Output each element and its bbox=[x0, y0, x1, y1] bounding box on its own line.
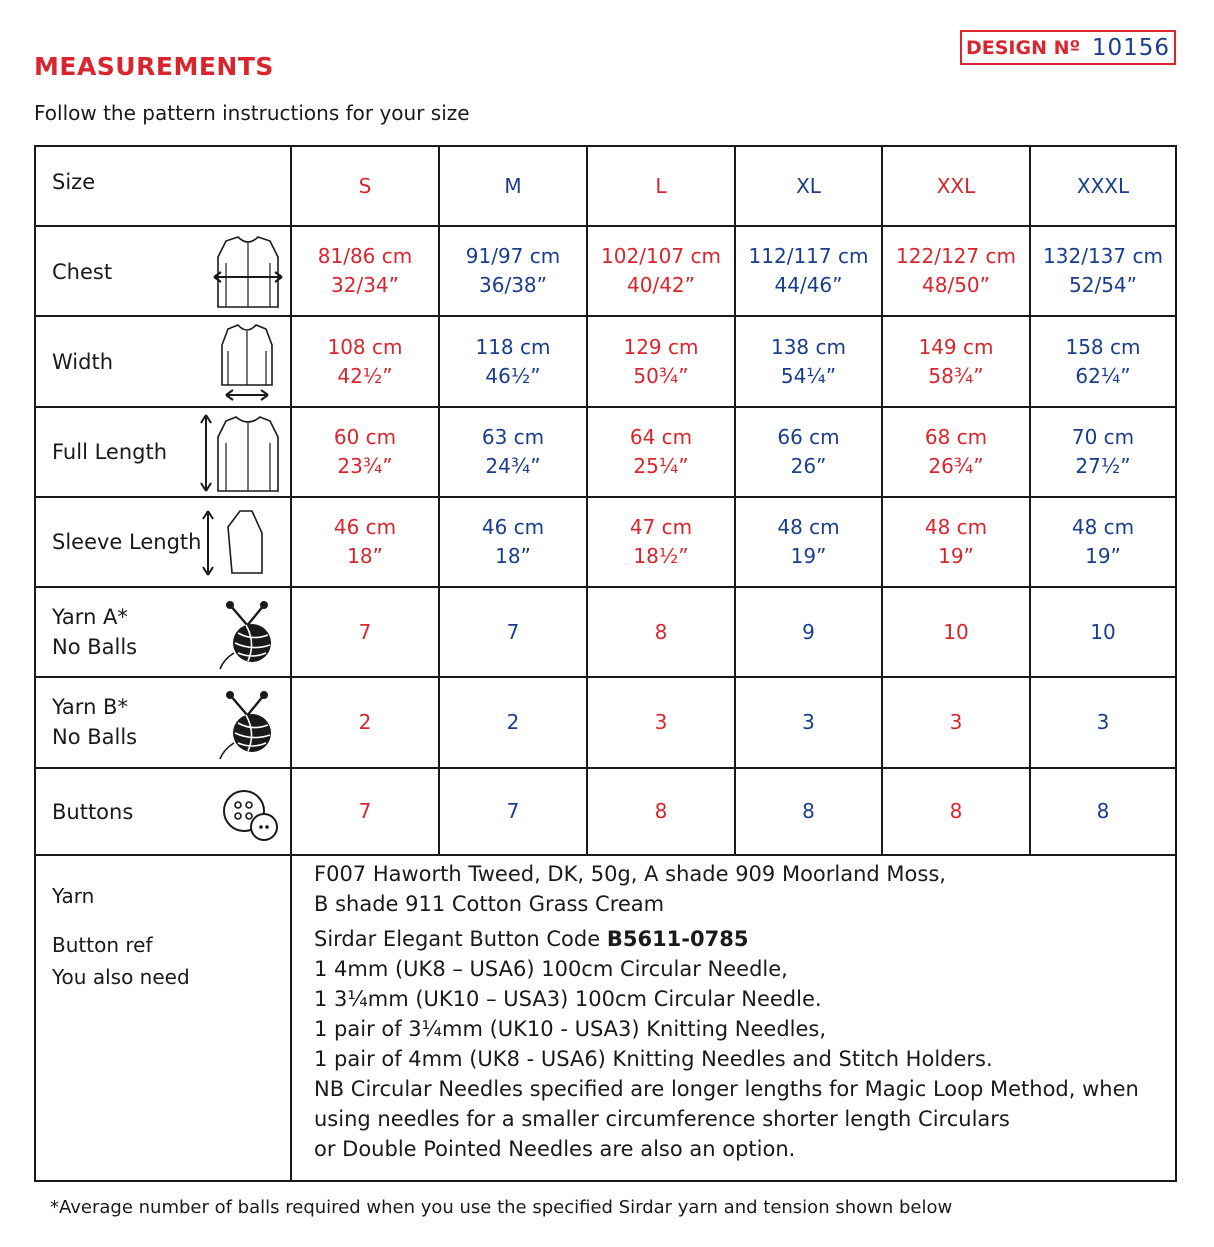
size-xxl: XXL bbox=[936, 173, 976, 198]
yarn-a-l: 8 bbox=[654, 619, 668, 644]
row-label-yarn-b: Yarn B* No Balls bbox=[52, 695, 138, 749]
yarn-a-xxxl: 10 bbox=[1090, 619, 1116, 644]
row-label-buttons: Buttons bbox=[52, 800, 134, 824]
buttons-xxl: 8 bbox=[949, 799, 963, 823]
chest-l: 102/107 cm 40/42” bbox=[601, 244, 721, 297]
length-s: 60 cm 23¾” bbox=[333, 425, 397, 478]
yarn-line-2: B shade 911 Cotton Grass Cream bbox=[314, 892, 665, 916]
buttons-icon bbox=[220, 787, 280, 845]
row-label-sleeve-length: Sleeve Length bbox=[52, 530, 202, 554]
footnote: *Average number of balls required when you use the specified Sirdar yarn and tension shown below bbox=[50, 1197, 953, 1218]
sleeve-m: 46 cm 18” bbox=[481, 515, 545, 568]
need-line-7: or Double Pointed Needles are also an option. bbox=[314, 1137, 796, 1161]
also-need-label: You also need bbox=[52, 965, 190, 989]
yarn-a-m: 7 bbox=[506, 619, 520, 644]
row-label-yarn-a: Yarn A* No Balls bbox=[52, 605, 138, 659]
sleeve-xl: 48 cm 19” bbox=[777, 515, 840, 568]
row-label-full-length: Full Length bbox=[52, 440, 168, 464]
sleeve-xxxl: 48 cm 19” bbox=[1071, 515, 1135, 568]
need-line-5: NB Circular Needles specified are longer lengths for Magic Loop Method, when bbox=[314, 1077, 1139, 1101]
page-title: MEASUREMENTS bbox=[34, 52, 274, 81]
cardigan-chest-icon bbox=[212, 233, 284, 311]
need-line-3: 1 pair of 3¼mm (UK10 - USA3) Knitting Needles, bbox=[314, 1017, 827, 1041]
buttons-l: 8 bbox=[654, 799, 668, 823]
need-line-2: 1 3¼mm (UK10 – USA3) 100cm Circular Needle. bbox=[314, 987, 822, 1011]
length-m: 63 cm 24¾” bbox=[481, 425, 545, 478]
yarn-b-l: 3 bbox=[654, 710, 668, 734]
need-line-6: using needles for a smaller circumference shorter length Circulars bbox=[314, 1107, 1010, 1131]
length-l: 64 cm 25¼” bbox=[629, 425, 693, 478]
yarn-a-s: 7 bbox=[358, 619, 372, 644]
buttons-m: 7 bbox=[506, 799, 520, 823]
length-xl: 66 cm 26” bbox=[777, 425, 840, 478]
design-number-box bbox=[960, 30, 1176, 65]
yarn-b-xl: 3 bbox=[802, 710, 815, 734]
materials-text bbox=[314, 859, 1139, 1164]
need-line-4: 1 pair of 4mm (UK8 - USA6) Knitting Needles and Stitch Holders. bbox=[314, 1047, 993, 1071]
chest-xxxl: 132/137 cm 52/54” bbox=[1043, 244, 1163, 297]
sleeve-xxl: 48 cm 19” bbox=[924, 515, 988, 568]
chest-xl: 112/117 cm 44/46” bbox=[748, 244, 869, 297]
chest-m: 91/97 cm 36/38” bbox=[465, 244, 561, 297]
button-code-line: Sirdar Elegant Button Code B5611-0785 bbox=[314, 927, 749, 951]
row-label-width: Width bbox=[52, 350, 114, 374]
width-xl: 138 cm 54¼” bbox=[770, 334, 846, 388]
yarn-a-xl: 9 bbox=[802, 619, 815, 644]
yarn-b-m: 2 bbox=[506, 710, 520, 734]
yarn-b-xxxl: 3 bbox=[1096, 710, 1110, 734]
width-xxl: 149 cm 58¾” bbox=[918, 334, 994, 388]
size-label: Size bbox=[52, 170, 96, 194]
size-xl: XL bbox=[796, 173, 821, 198]
buttons-xxxl: 8 bbox=[1096, 799, 1110, 823]
yarn-b-xxl: 3 bbox=[949, 710, 963, 734]
width-m: 118 cm 46½” bbox=[475, 334, 551, 388]
size-s: S bbox=[358, 173, 372, 198]
width-xxxl: 158 cm 62¼” bbox=[1065, 334, 1141, 388]
design-label: DESIGN Nº bbox=[966, 36, 1081, 59]
need-line-1: 1 4mm (UK8 – USA6) 100cm Circular Needle, bbox=[314, 957, 788, 981]
buttons-s: 7 bbox=[358, 799, 372, 823]
yarn-line-1: F007 Haworth Tweed, DK, 50g, A shade 909 Moorland Moss, bbox=[314, 862, 946, 886]
button-ref-label: Button ref bbox=[52, 933, 153, 957]
cardigan-width-icon bbox=[216, 321, 278, 403]
size-xxxl: XXXL bbox=[1076, 173, 1130, 198]
yarn-label: Yarn bbox=[52, 884, 95, 908]
yarn-ball-icon bbox=[216, 687, 278, 761]
width-s: 108 cm 42½” bbox=[327, 334, 403, 388]
sleeve-l: 47 cm 18½” bbox=[629, 515, 693, 568]
size-l: L bbox=[655, 173, 667, 198]
row-label-chest: Chest bbox=[52, 260, 113, 284]
yarn-b-s: 2 bbox=[358, 710, 372, 734]
yarn-ball-icon bbox=[216, 597, 278, 671]
sleeve-s: 46 cm 18” bbox=[333, 515, 397, 568]
measurements-table bbox=[34, 145, 1177, 1182]
sleeve-length-icon bbox=[200, 507, 272, 579]
design-number: 10156 bbox=[1091, 34, 1170, 61]
buttons-xl: 8 bbox=[802, 799, 815, 823]
chest-xxl: 122/127 cm 48/50” bbox=[896, 244, 1016, 297]
subtitle: Follow the pattern instructions for your size bbox=[34, 101, 470, 125]
yarn-a-xxl: 10 bbox=[943, 619, 969, 644]
size-m: M bbox=[504, 173, 522, 198]
length-xxl: 68 cm 26¾” bbox=[924, 425, 988, 478]
length-xxxl: 70 cm 27½” bbox=[1071, 425, 1135, 478]
chest-s: 81/86 cm 32/34” bbox=[317, 244, 413, 297]
cardigan-length-icon bbox=[200, 411, 286, 495]
width-l: 129 cm 50¾” bbox=[623, 334, 699, 388]
